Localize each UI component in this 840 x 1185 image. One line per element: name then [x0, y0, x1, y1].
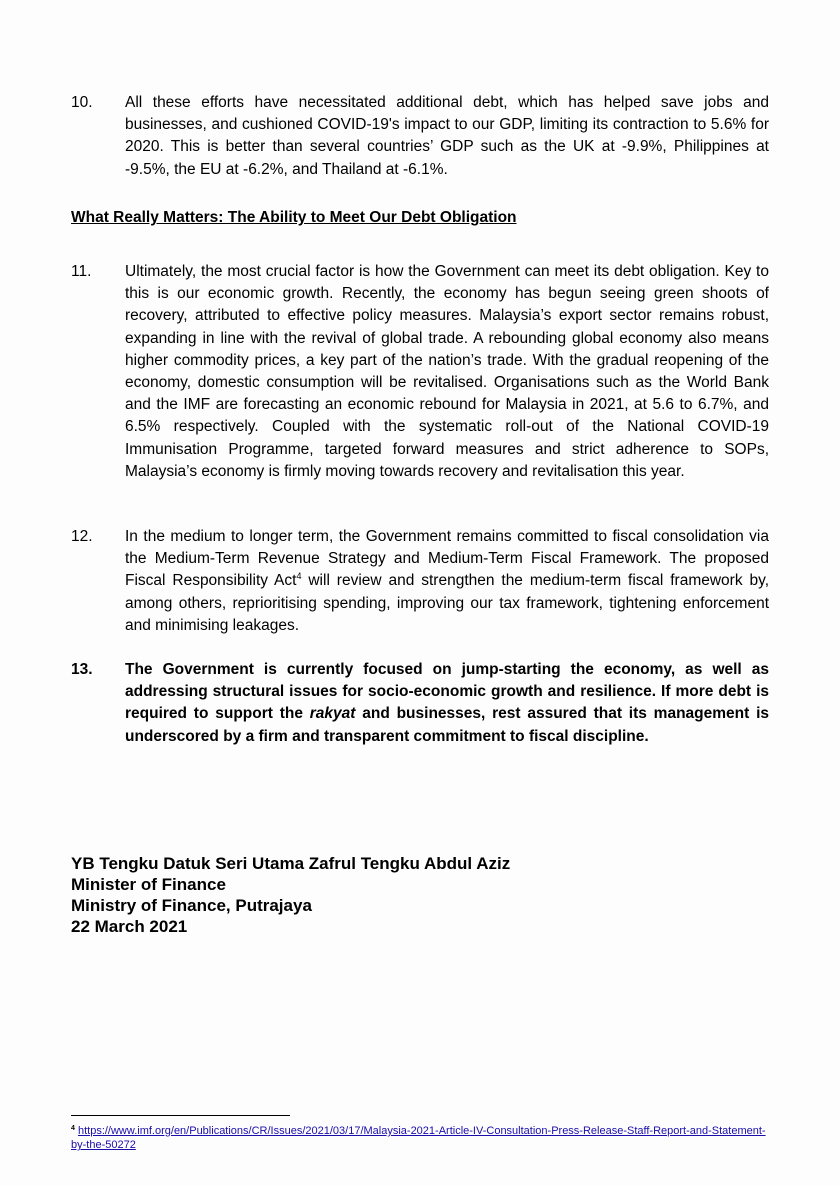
signature-date: 22 March 2021	[71, 917, 188, 936]
paragraph-text	[125, 526, 769, 637]
paragraph-text	[125, 659, 769, 748]
paragraph-text-part: The Government is currently focused on jump-starting the economy, as well as addressing structural issues for socio-economic growth and resilience. If more debt is required to support the	[125, 661, 769, 723]
paragraph-number: 11.	[71, 263, 92, 280]
paragraph-13	[71, 659, 769, 748]
paragraph-text: All these efforts have necessitated additional debt, which has helped save jobs and businesses, and cushioned COVID-19's impact to our GDP, limiting its contraction to 5.6% for 2020. This is better than several countries’ GDP such as the UK at -9.9%, Philippines at -9.5%, the EU at -6.2%, and Thailand at -6.1%.	[125, 94, 769, 178]
signatory-title: Minister of Finance	[71, 875, 226, 894]
paragraph-text: Ultimately, the most crucial factor is how the Government can meet its debt obligation. Key to this is our economic growth. Recently, the economy has begun seeing green shoots of recovery, attributed to effective policy measures. Malaysia’s export sector remains robust, expanding in line with the revival of global trade. A rebounding global economy also means higher commodity prices, a key part of the nation’s trade. With the gradual reopening of the economy, domestic consumption will be revitalised. Organisations such as the World Bank and the IMF are forecasting an economic rebound for Malaysia in 2021, at 5.6 to 6.7%, and 6.5% respectively. Coupled with the systematic roll-out of the National COVID-19 Immunisation Programme, targeted forward measures and strict adherence to SOPs, Malaysia’s economy is firmly moving towards recovery and revitalisation this year.	[125, 263, 769, 480]
italic-word: rakyat	[309, 705, 356, 723]
paragraph-text-part: and businesses, rest assured that its management is underscored by a firm and transparent commitment to fiscal discipline.	[125, 705, 769, 745]
footnote-reference[interactable]: 4	[296, 571, 302, 582]
footnote-link[interactable]: https://www.imf.org/en/Publications/CR/Issues/2021/03/17/Malaysia-2021-Article-IV-Consultation-Press-Release-Staff-Report-and-Statement-by-the-50272	[71, 1125, 766, 1151]
paragraph-number: 12.	[71, 528, 93, 545]
paragraph-number: 10.	[71, 94, 93, 111]
signatory-ministry: Ministry of Finance, Putrajaya	[71, 896, 312, 915]
footnote	[71, 1124, 771, 1152]
paragraph-10	[71, 92, 769, 181]
paragraph-11	[71, 261, 769, 483]
paragraph-text-part: In the medium to longer term, the Government remains committed to fiscal consolidation via the Medium-Term Revenue Strategy and Medium-Term Fiscal Framework. The proposed Fiscal Responsibility Act	[125, 528, 769, 590]
footnote-number: 4	[71, 1125, 75, 1132]
footnote-divider	[71, 1115, 290, 1116]
signatory-name: YB Tengku Datuk Seri Utama Zafrul Tengku Abdul Aziz	[71, 854, 511, 873]
paragraph-number: 13.	[71, 661, 93, 678]
paragraph-12	[71, 526, 769, 637]
paragraph-text-part: will review and strengthen the medium-term fiscal framework by, among others, reprioritising spending, improving our tax framework, tightening enforcement and minimising leakages.	[125, 572, 770, 634]
signature-block	[71, 853, 510, 937]
section-heading: What Really Matters: The Ability to Meet Our Debt Obligation	[71, 209, 517, 226]
